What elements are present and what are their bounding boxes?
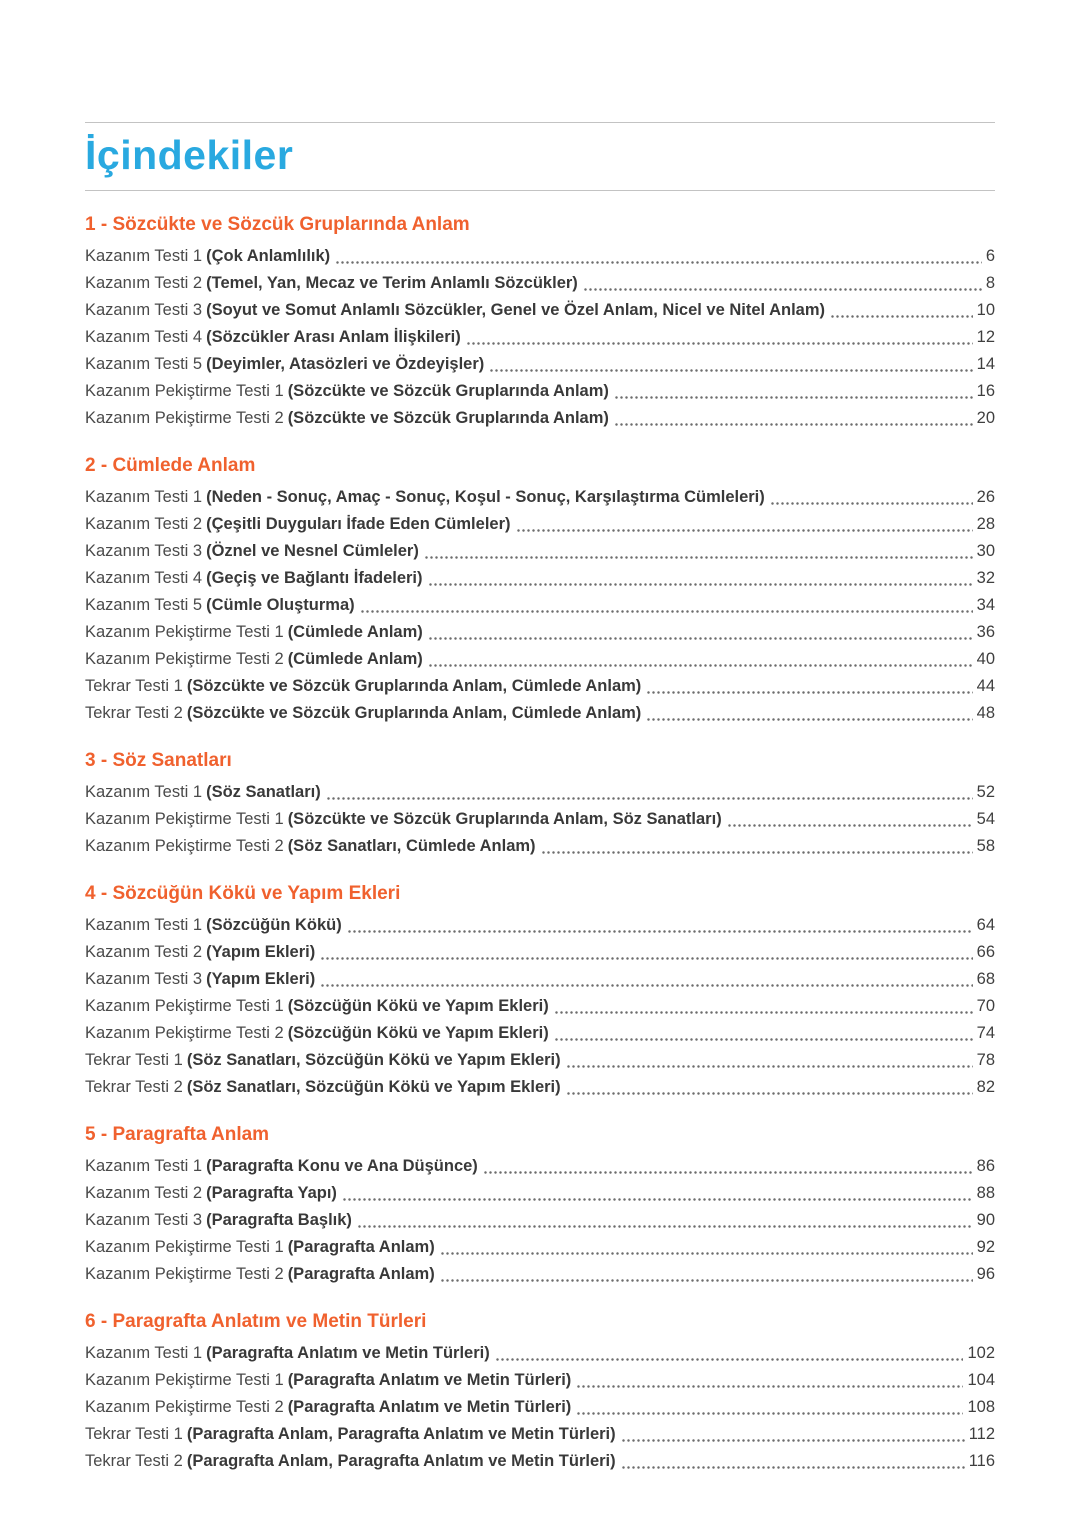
toc-sections [85,214,995,1475]
entry-prefix: Tekrar Testi 1 [85,677,183,695]
entry-prefix: Kazanım Testi 1 [85,247,203,265]
entry-prefix: Kazanım Testi 5 [85,596,203,614]
toc-entry[interactable] [85,1394,995,1421]
entry-page-number: 112 [968,1425,995,1443]
section-heading: 4 - Sözcüğün Kökü ve Yapım Ekleri [85,883,401,904]
toc-entry[interactable] [85,993,995,1020]
toc-entry[interactable] [85,833,995,860]
entry-title: (Paragrafta Anlam) [287,1238,435,1256]
entry-page-number: 14 [976,355,995,373]
entry-prefix: Kazanım Testi 2 [85,274,203,292]
entry-title: (Çok Anlamlılık) [206,247,331,265]
entry-page-number: 40 [976,650,995,668]
dot-leader [621,1439,965,1442]
entry-page-number: 44 [976,677,995,695]
toc-entry[interactable] [85,592,995,619]
dot-leader [489,369,972,372]
section-heading: 3 - Söz Sanatları [85,750,232,771]
toc-section [85,1124,995,1288]
entry-title: (Söz Sanatları, Sözcüğün Kökü ve Yapım Ekleri) [186,1051,561,1069]
toc-entry[interactable] [85,243,995,270]
dot-leader [357,1225,973,1228]
toc-entry[interactable] [85,1207,995,1234]
entry-title: (Paragrafta Anlam) [287,1265,435,1283]
dot-leader [583,288,982,291]
dot-leader [320,984,972,987]
dot-leader [646,718,972,721]
entry-prefix: Kazanım Testi 4 [85,569,203,587]
entry-page-number: 64 [976,916,995,934]
entry-page-number: 66 [976,943,995,961]
entry-prefix: Kazanım Testi 3 [85,301,203,319]
entry-prefix: Kazanım Testi 2 [85,943,203,961]
toc-entry[interactable] [85,646,995,673]
entry-title: (Sözcüğün Kökü) [206,916,342,934]
section-entries [85,912,995,1101]
entry-page-number: 108 [967,1398,995,1416]
entry-page-number: 30 [976,542,995,560]
dot-leader [770,502,973,505]
toc-entry[interactable] [85,1340,995,1367]
toc-entry[interactable] [85,1180,995,1207]
toc-entry[interactable] [85,324,995,351]
dot-leader [614,423,973,426]
dot-leader [466,342,973,345]
entry-title: (Deyimler, Atasözleri ve Özdeyişler) [206,355,485,373]
dot-leader [428,664,973,667]
dot-leader [614,396,973,399]
dot-leader [576,1385,963,1388]
entry-title: (Yapım Ekleri) [206,970,316,988]
entry-prefix: Tekrar Testi 2 [85,1078,183,1096]
dot-leader [621,1466,965,1469]
entry-title: (Yapım Ekleri) [206,943,316,961]
entry-title: (Sözcükte ve Sözcük Gruplarında Anlam, Söz Sanatları) [287,810,722,828]
entry-title: (Paragrafta Yapı) [206,1184,337,1202]
toc-entry[interactable] [85,673,995,700]
top-divider [85,122,995,123]
entry-page-number: 36 [976,623,995,641]
entry-prefix: Kazanım Testi 2 [85,1184,203,1202]
entry-title: (Söz Sanatları, Sözcüğün Kökü ve Yapım Ekleri) [186,1078,561,1096]
toc-entry[interactable] [85,1153,995,1180]
entry-prefix: Kazanım Testi 5 [85,355,203,373]
dot-leader [335,261,982,264]
entry-prefix: Kazanım Pekiştirme Testi 2 [85,409,284,427]
toc-entry[interactable] [85,966,995,993]
dot-leader [541,851,973,854]
toc-section [85,455,995,727]
entry-prefix: Tekrar Testi 1 [85,1425,183,1443]
entry-title: (Paragrafta Anlatım ve Metin Türleri) [206,1344,490,1362]
entry-prefix: Kazanım Pekiştirme Testi 1 [85,810,284,828]
section-entries [85,484,995,727]
toc-entry[interactable] [85,1047,995,1074]
toc-entry[interactable] [85,484,995,511]
dot-leader [428,637,973,640]
entry-page-number: 10 [976,301,995,319]
toc-section [85,1311,995,1475]
entry-prefix: Kazanım Pekiştirme Testi 1 [85,1371,284,1389]
entry-title: (Sözcüğün Kökü ve Yapım Ekleri) [287,1024,549,1042]
dot-leader [554,1011,973,1014]
entry-prefix: Kazanım Pekiştirme Testi 2 [85,1024,284,1042]
dot-leader [342,1198,973,1201]
entry-page-number: 54 [976,810,995,828]
dot-leader [516,529,973,532]
toc-section [85,883,995,1101]
dot-leader [326,797,973,800]
toc-entry[interactable] [85,1074,995,1101]
entry-page-number: 58 [976,837,995,855]
entry-prefix: Kazanım Testi 2 [85,515,203,533]
toc-entry[interactable] [85,565,995,592]
entry-title: (Paragrafta Anlam, Paragrafta Anlatım ve Metin Türleri) [186,1425,616,1443]
entry-prefix: Tekrar Testi 2 [85,704,183,722]
toc-entry[interactable] [85,538,995,565]
section-heading: 6 - Paragrafta Anlatım ve Metin Türleri [85,1311,427,1332]
entry-title: (Temel, Yan, Mecaz ve Terim Anlamlı Sözcükler) [206,274,578,292]
section-entries [85,1153,995,1288]
entry-title: (Söz Sanatları, Cümlede Anlam) [287,837,536,855]
section-heading: 1 - Sözcükte ve Sözcük Gruplarında Anlam [85,214,470,235]
entry-title: (Paragrafta Başlık) [206,1211,352,1229]
entry-title: (Söz Sanatları) [206,783,321,801]
dot-leader [566,1092,973,1095]
entry-title: (Paragrafta Anlam, Paragrafta Anlatım ve Metin Türleri) [186,1452,616,1470]
dot-leader [440,1279,973,1282]
entry-page-number: 68 [976,970,995,988]
toc-section [85,750,995,860]
entry-prefix: Kazanım Testi 1 [85,1344,203,1362]
entry-title: (Çeşitli Duyguları İfade Eden Cümleler) [206,515,511,533]
entry-prefix: Tekrar Testi 2 [85,1452,183,1470]
entry-title: (Geçiş ve Bağlantı İfadeleri) [206,569,423,587]
entry-page-number: 92 [976,1238,995,1256]
toc-entry[interactable] [85,619,995,646]
toc-entry[interactable] [85,1367,995,1394]
toc-entry[interactable] [85,779,995,806]
entry-prefix: Kazanım Pekiştirme Testi 2 [85,1398,284,1416]
entry-page-number: 26 [976,488,995,506]
entry-prefix: Kazanım Testi 1 [85,1157,203,1175]
section-entries [85,779,995,860]
entry-page-number: 8 [985,274,995,292]
entry-prefix: Kazanım Testi 3 [85,1211,203,1229]
dot-leader [566,1065,973,1068]
entry-prefix: Kazanım Testi 3 [85,970,203,988]
entry-page-number: 48 [976,704,995,722]
entry-page-number: 96 [976,1265,995,1283]
entry-prefix: Kazanım Pekiştirme Testi 2 [85,1265,284,1283]
dot-leader [554,1038,973,1041]
entry-page-number: 32 [976,569,995,587]
toc-section [85,214,995,432]
dot-leader [347,930,973,933]
toc-entry[interactable] [85,939,995,966]
entry-title: (Paragrafta Anlatım ve Metin Türleri) [287,1371,572,1389]
entry-title: (Öznel ve Nesnel Cümleler) [206,542,419,560]
entry-page-number: 78 [976,1051,995,1069]
entry-page-number: 90 [976,1211,995,1229]
entry-page-number: 102 [967,1344,995,1362]
entry-title: (Paragrafta Anlatım ve Metin Türleri) [287,1398,572,1416]
entry-page-number: 20 [976,409,995,427]
toc-entry[interactable] [85,297,995,324]
section-entries [85,1340,995,1475]
entry-title: (Cümle Oluşturma) [206,596,355,614]
entry-page-number: 86 [976,1157,995,1175]
toc-title-block [85,122,995,191]
toc-entry[interactable] [85,912,995,939]
entry-page-number: 88 [976,1184,995,1202]
entry-prefix: Kazanım Pekiştirme Testi 2 [85,650,284,668]
toc-entry[interactable] [85,511,995,538]
entry-page-number: 52 [976,783,995,801]
bottom-divider [85,190,995,191]
dot-leader [727,824,973,827]
entry-prefix: Kazanım Testi 4 [85,328,203,346]
entry-prefix: Kazanım Testi 1 [85,488,203,506]
entry-title: (Sözcükte ve Sözcük Gruplarında Anlam) [287,409,609,427]
entry-prefix: Kazanım Pekiştirme Testi 1 [85,997,284,1015]
dot-leader [483,1171,973,1174]
entry-page-number: 6 [985,247,995,265]
entry-page-number: 16 [976,382,995,400]
entry-page-number: 104 [967,1371,995,1389]
toc-entry[interactable] [85,1448,995,1475]
section-heading: 2 - Cümlede Anlam [85,455,256,476]
section-entries [85,243,995,432]
toc-entry[interactable] [85,405,995,432]
entry-prefix: Kazanım Testi 1 [85,783,203,801]
dot-leader [830,315,973,318]
dot-leader [428,583,973,586]
entry-title: (Cümlede Anlam) [287,623,423,641]
toc-entry[interactable] [85,378,995,405]
dot-leader [360,610,973,613]
entry-title: (Sözcüğün Kökü ve Yapım Ekleri) [287,997,549,1015]
toc-entry[interactable] [85,1234,995,1261]
dot-leader [646,691,972,694]
entry-title: (Sözcükte ve Sözcük Gruplarında Anlam, Cümlede Anlam) [186,704,642,722]
entry-page-number: 28 [976,515,995,533]
toc-entry[interactable] [85,1261,995,1288]
entry-page-number: 12 [976,328,995,346]
dot-leader [424,556,973,559]
dot-leader [440,1252,973,1255]
entry-title: (Cümlede Anlam) [287,650,423,668]
entry-title: (Soyut ve Somut Anlamlı Sözcükler, Genel ve Özel Anlam, Nicel ve Nitel Anlam) [206,301,826,319]
entry-title: (Sözcükler Arası Anlam İlişkileri) [206,328,461,346]
dot-leader [320,957,972,960]
entry-title: (Sözcükte ve Sözcük Gruplarında Anlam, Cümlede Anlam) [186,677,642,695]
entry-prefix: Kazanım Pekiştirme Testi 1 [85,1238,284,1256]
entry-title: (Paragrafta Konu ve Ana Düşünce) [206,1157,478,1175]
dot-leader [495,1358,964,1361]
entry-title: (Neden - Sonuç, Amaç - Sonuç, Koşul - Sonuç, Karşılaştırma Cümleleri) [206,488,765,506]
entry-prefix: Kazanım Testi 1 [85,916,203,934]
entry-title: (Sözcükte ve Sözcük Gruplarında Anlam) [287,382,609,400]
toc-entry[interactable] [85,700,995,727]
toc-entry[interactable] [85,806,995,833]
entry-page-number: 74 [976,1024,995,1042]
page-title: İçindekiler [85,132,294,178]
section-heading: 5 - Paragrafta Anlam [85,1124,270,1145]
toc-entry[interactable] [85,351,995,378]
entry-prefix: Kazanım Testi 3 [85,542,203,560]
entry-prefix: Kazanım Pekiştirme Testi 1 [85,382,284,400]
entry-prefix: Kazanım Pekiştirme Testi 1 [85,623,284,641]
toc-entry[interactable] [85,1421,995,1448]
dot-leader [576,1412,963,1415]
entry-page-number: 34 [976,596,995,614]
entry-prefix: Tekrar Testi 1 [85,1051,183,1069]
entry-page-number: 116 [968,1452,995,1470]
entry-page-number: 82 [976,1078,995,1096]
toc-entry[interactable] [85,270,995,297]
entry-page-number: 70 [976,997,995,1015]
toc-entry[interactable] [85,1020,995,1047]
entry-prefix: Kazanım Pekiştirme Testi 2 [85,837,284,855]
